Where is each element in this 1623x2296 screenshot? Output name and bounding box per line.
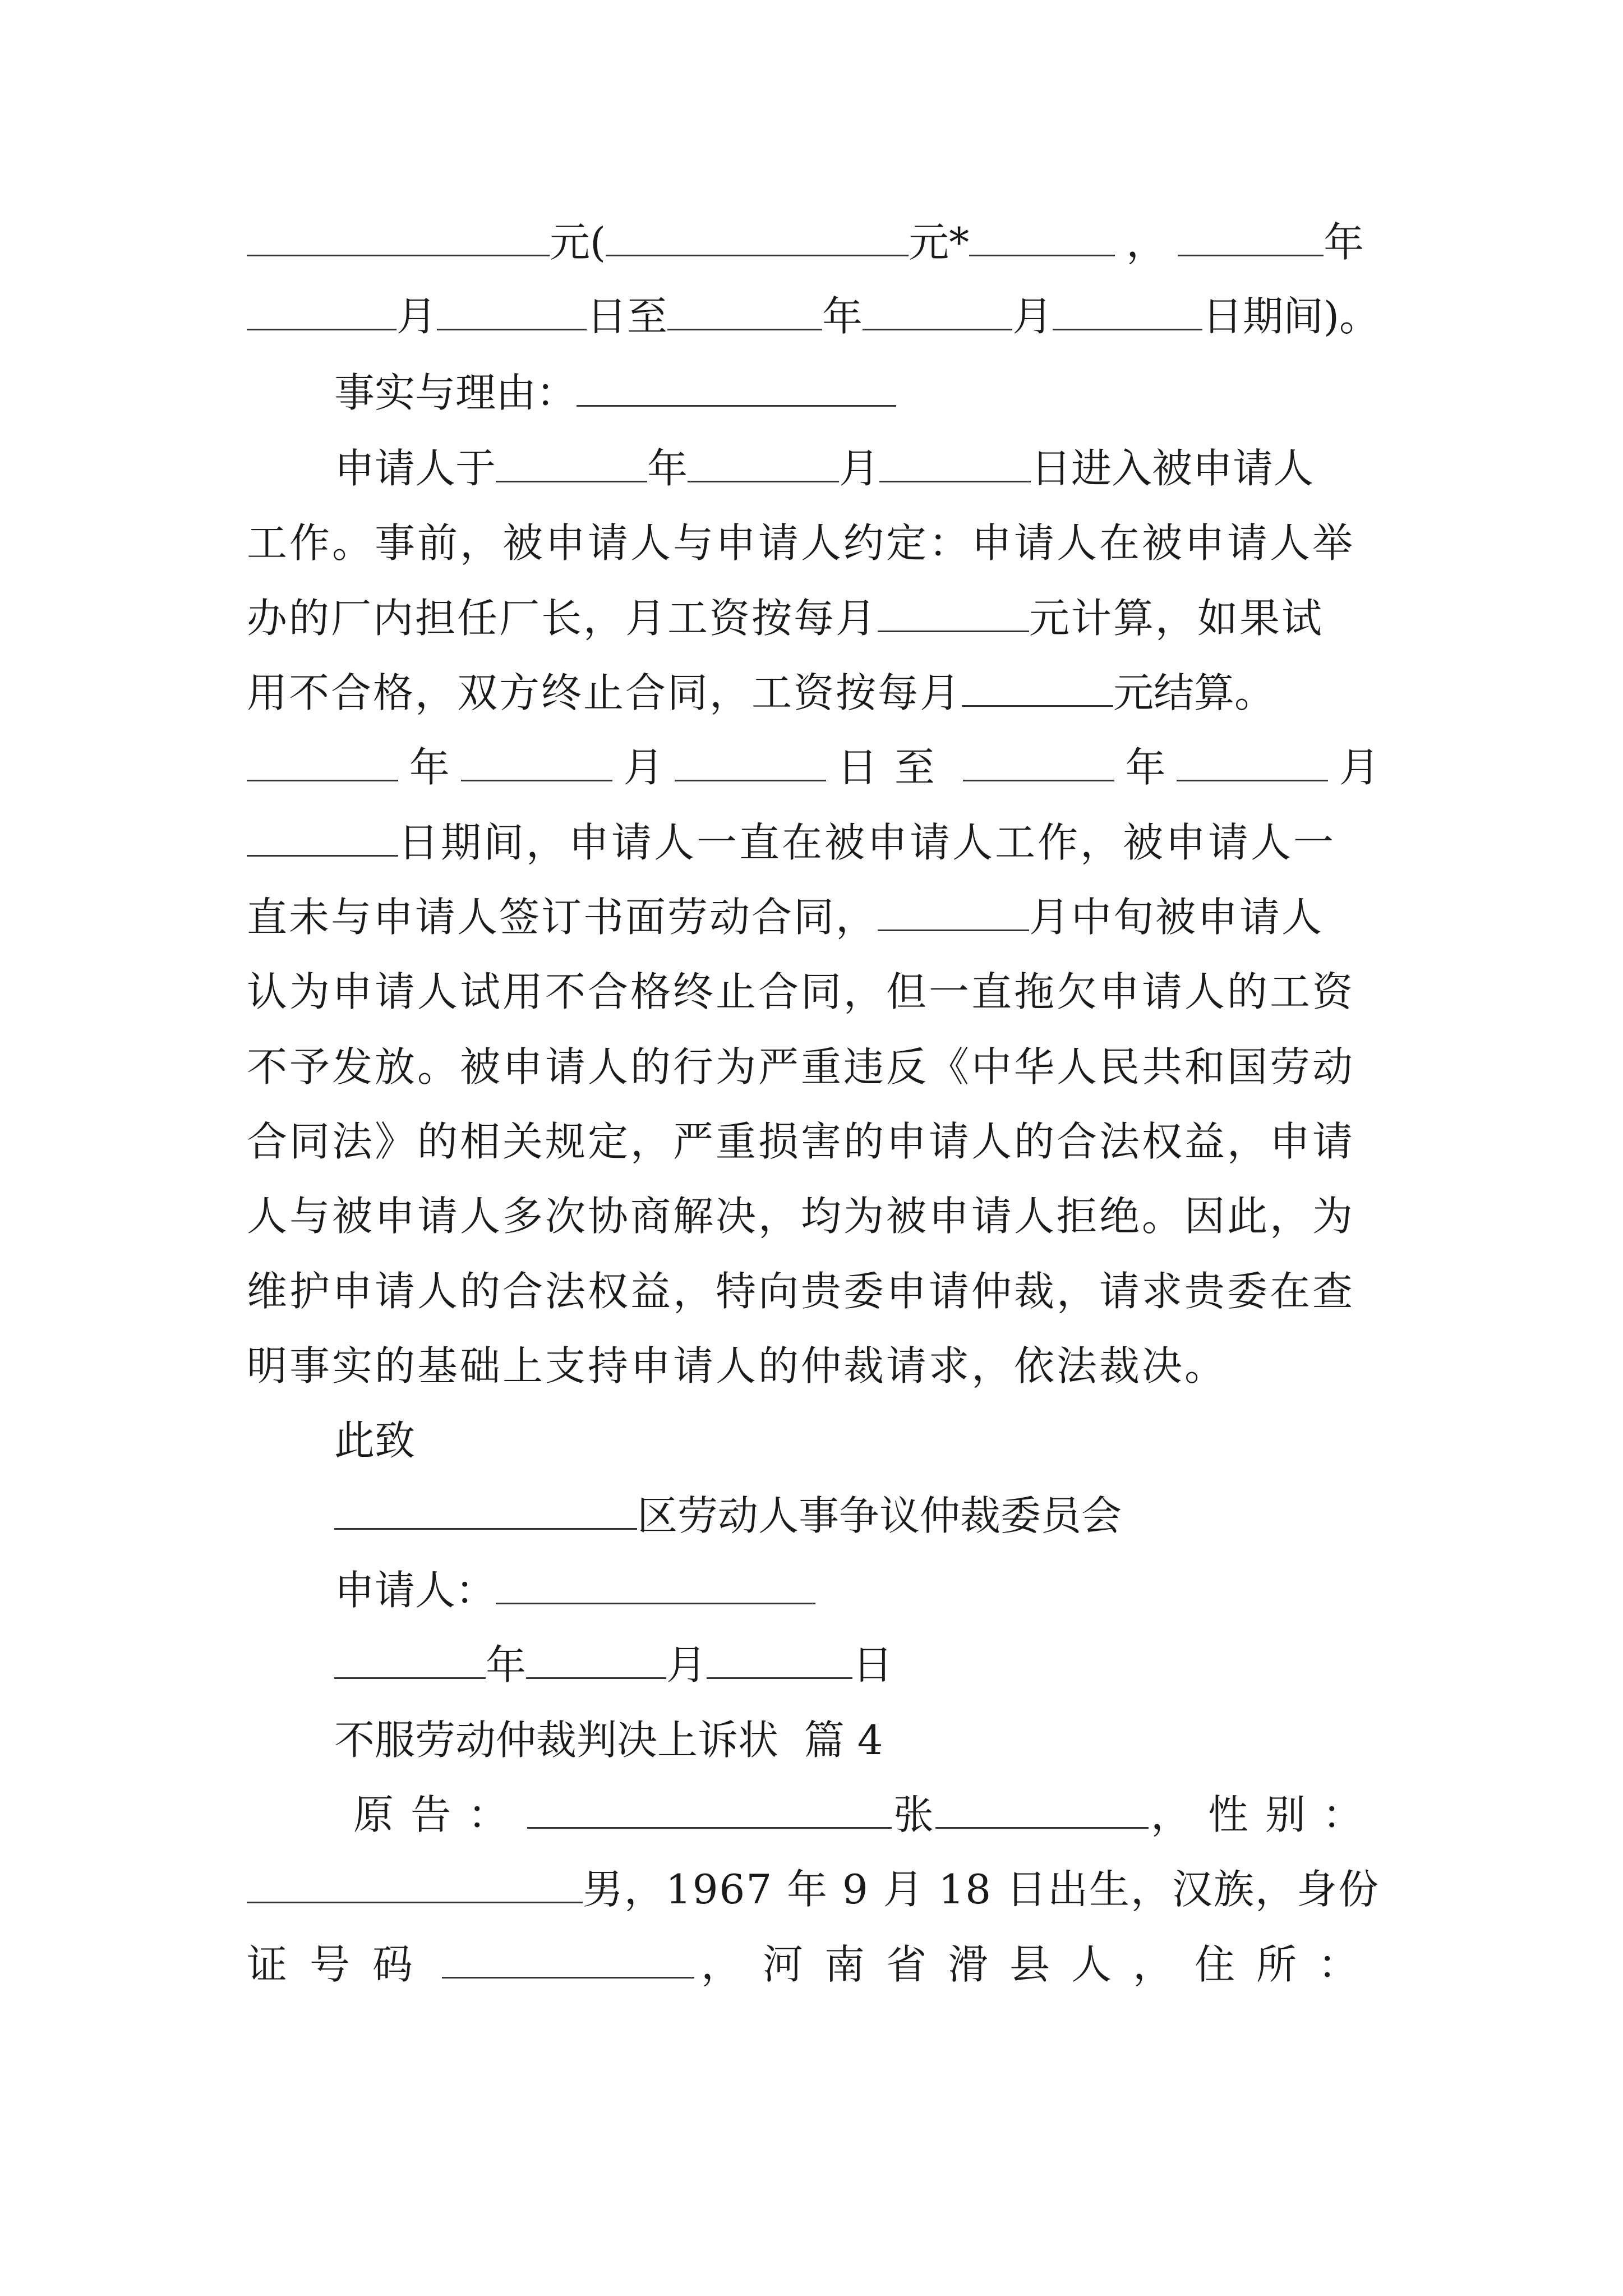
blank-field[interactable]: [962, 670, 1113, 707]
text-line: 合同法》的相关规定，严重损害的申请人的合法权益，申请: [247, 1118, 1355, 1165]
blank-field[interactable]: [1053, 294, 1202, 330]
salutation: 此致: [334, 1417, 416, 1464]
blank-field[interactable]: [496, 446, 647, 482]
blank-field[interactable]: [496, 1568, 815, 1604]
blank-field[interactable]: [247, 220, 550, 256]
blank-field[interactable]: [334, 1642, 486, 1679]
blank-field[interactable]: [247, 745, 398, 781]
text-line: 工作。事前，被申请人与申请人约定：申请人在被申请人举: [247, 519, 1355, 567]
text-line: 证号码 ，河南省滑县人，住所：: [247, 1941, 1380, 1988]
blank-field[interactable]: [935, 1792, 1149, 1829]
text-line: 日期间，申请人一直在被申请人工作，被申请人一: [247, 809, 1380, 876]
blank-field[interactable]: [442, 1942, 694, 1978]
blank-field[interactable]: [247, 820, 398, 857]
blank-field[interactable]: [606, 220, 909, 256]
section-heading: 事实与理由：: [334, 359, 1467, 426]
text-line: 申请人于 年 月 日进入被申请人: [334, 445, 1314, 492]
blank-field[interactable]: [1178, 220, 1324, 256]
blank-field[interactable]: [1177, 745, 1328, 781]
text-line: 维护申请人的合法权益，特向贵委申请仲裁，请求贵委在查: [247, 1268, 1355, 1315]
blank-field[interactable]: [667, 294, 822, 330]
applicant-signature-line: 申请人：: [334, 1557, 1467, 1624]
text-line: 不予发放。被申请人的行为严重违反《中华人民共和国劳动: [247, 1043, 1355, 1091]
blank-field[interactable]: [878, 596, 1029, 632]
date-line: 年 月 日: [334, 1631, 1467, 1699]
blank-field[interactable]: [969, 220, 1115, 256]
blank-field[interactable]: [688, 446, 839, 482]
text-line: 人与被申请人多次协商解决，均为被申请人拒绝。因此，为: [247, 1193, 1355, 1240]
blank-field[interactable]: [707, 1642, 852, 1679]
text-line: 男，1967 年 9 月 18 日出生，汉族，身份: [247, 1856, 1380, 1923]
text-line: 认为申请人试用不合格终止合同，但一直拖欠申请人的工资: [247, 968, 1355, 1015]
blank-field[interactable]: [675, 745, 826, 781]
blank-field[interactable]: [526, 1642, 666, 1679]
text-line: 用不合格，双方终止合同，工资按每月 元结算。: [247, 669, 1275, 716]
text-line: 办的厂内担任厂长，月工资按每月 元计算，如果试: [247, 595, 1324, 642]
text-line: 原告： 张 ，性别：: [353, 1791, 1380, 1838]
text-line: 直未与申请人签订书面劳动合同， 月中旬被申请人: [247, 894, 1324, 941]
text-line: 月 日至 年 月 日期间)。: [247, 283, 1380, 350]
blank-field[interactable]: [461, 745, 612, 781]
blank-field[interactable]: [879, 446, 1031, 482]
blank-field[interactable]: [437, 294, 587, 330]
text-line: 元( 元* ， 年: [247, 209, 1380, 276]
section-title: 不服劳动仲裁判决上诉状 篇 4: [334, 1717, 883, 1764]
text-line: 明事实的基础上支持申请人的仲裁请求，依法裁决。: [247, 1342, 1228, 1389]
blank-field[interactable]: [247, 294, 396, 330]
blank-field[interactable]: [963, 745, 1114, 781]
blank-field[interactable]: [577, 370, 896, 407]
text-line: 年 月 日至 年 月: [247, 734, 1380, 801]
blank-field[interactable]: [334, 1493, 637, 1530]
blank-field[interactable]: [247, 1867, 583, 1903]
blank-field[interactable]: [527, 1792, 892, 1829]
blank-field[interactable]: [878, 895, 1029, 931]
recipient-line: 区劳动人事争议仲裁委员会: [334, 1482, 1467, 1549]
blank-field[interactable]: [863, 294, 1012, 330]
